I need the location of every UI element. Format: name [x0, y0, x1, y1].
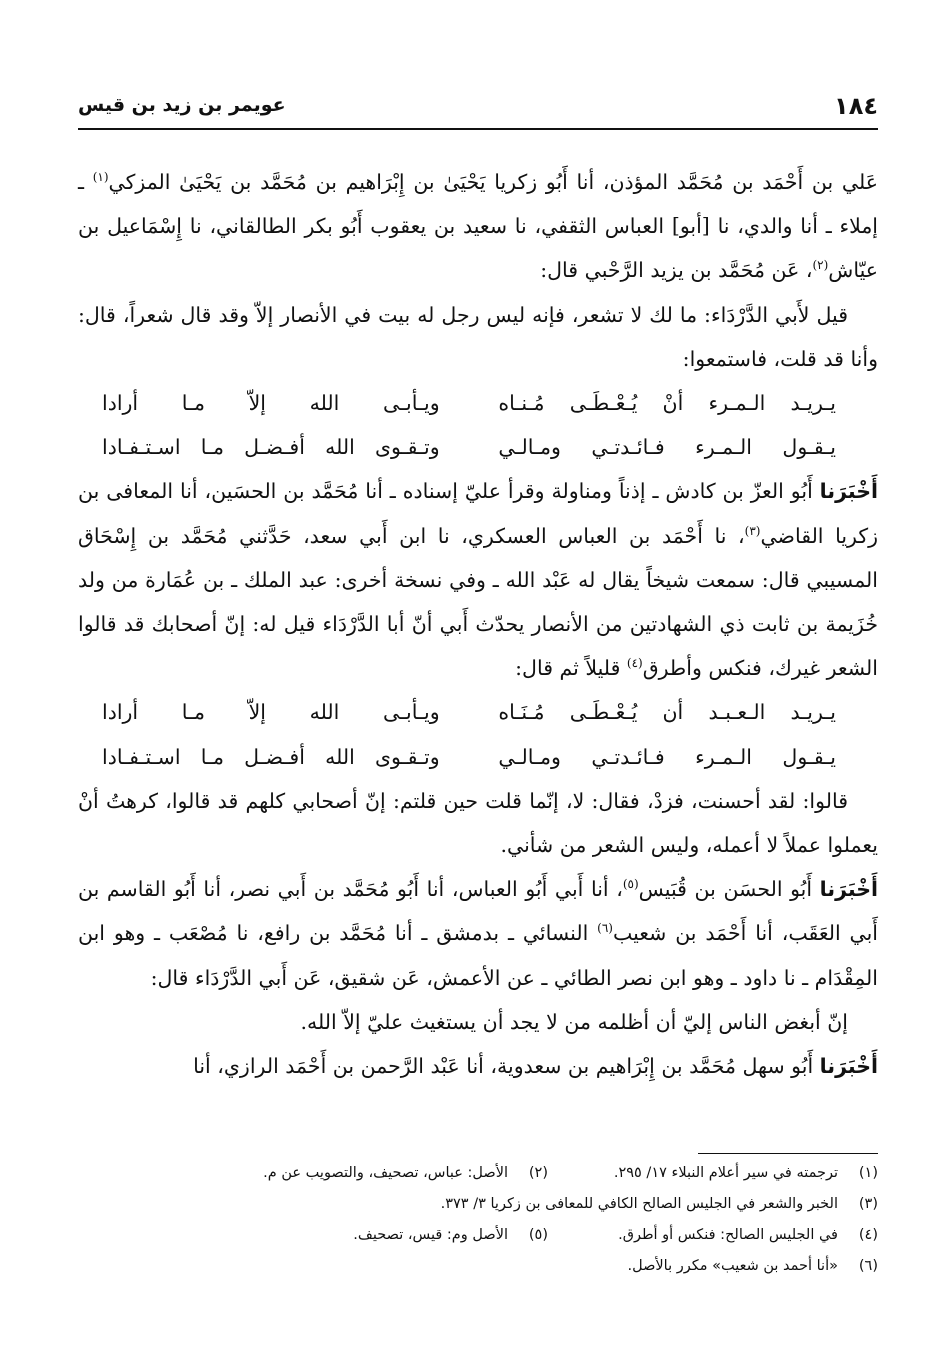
akhbarana-keyword: أَخْبَرَنا [819, 479, 878, 504]
text-run: ، نا أَحْمَد بن العباس العسكري، نا ابن أَبي سعد، حَدَّثني مُحَمَّد بن إِسْحَاق المسيبي قال: سمعت شيخاً يقال له عَبْد الله ـ وفي نسخة أخرى: عبد الملك ـ بن عُمَارة من ولد خُزَيمة بن ثابت ذي الشهادتين من الأنصار يحدّث أَبي أنّ أبا الدَّرْدَاء قيل له: إنّ أصحابك قد قالوا الشعر غيرك، فنكس وأطرق [78, 523, 878, 681]
text-run: عَلي بن أَحْمَد بن مُحَمَّد المؤذن، أنا أَبُو زكريا يَحْيَىٰ بن إِبْرَاهيم بن مُحَمَّد بن يَحْيَىٰ المزكي [108, 170, 878, 194]
footnote-number: (٦) [858, 1258, 878, 1274]
footnote-5 [353, 1220, 548, 1251]
poem-2 [102, 690, 836, 778]
akhbarana-keyword: أَخْبَرَنا [819, 877, 878, 902]
footnote-ref: (٣) [744, 523, 761, 538]
footnote-text: الأصل وم: قيس، تصحيف. [353, 1227, 508, 1243]
footnote-3 [441, 1189, 878, 1220]
text-run: قليلاً ثم قال: [515, 656, 627, 681]
akhbarana-keyword: أَخْبَرَنا [819, 1054, 878, 1079]
hemistich-first: يـريـد الـعـبـد أن يُـعْـطَـى مُـنَـاه [498, 700, 836, 725]
footnote-text: ترجمته في سير أعلام النبلاء ١٧/ ٢٩٥. [613, 1165, 838, 1181]
running-title: عويمر بن زيد بن قيس [78, 94, 286, 116]
paragraph-7 [78, 1044, 878, 1088]
footnote-1 [548, 1158, 878, 1189]
paragraph-3 [78, 469, 878, 690]
footnote-4 [548, 1220, 878, 1251]
footnote-row [78, 1220, 878, 1251]
footnote-number: (٥) [528, 1227, 548, 1243]
verse [102, 735, 836, 779]
hemistich-second: وتـقـوى الله أفـضـل مـا اسـتـفـادا [102, 744, 440, 769]
main-text [78, 160, 878, 1088]
footnote-number: (٤) [858, 1227, 878, 1243]
footnote-number: (٢) [528, 1165, 548, 1181]
hemistich-second: ويـأبـى الله إلاّ مـا أرادا [102, 700, 440, 725]
text-run: أَبُو العزّ بن كادش ـ إذناً ومناولة وقرأ عليّ إسناده ـ أنا مُحَمَّد بن الحسَين، أنا المعافى بن زكريا القاضي [78, 479, 878, 548]
footnote-6 [628, 1251, 879, 1282]
page-header [78, 88, 878, 130]
text-run: النسائي ـ بدمشق ـ أنا مُحَمَّد بن رافع، نا مُصْعَب ـ وهو ابن المِقْدَام ـ نا داود ـ وهو ابن نصر الطائي ـ عن الأعمش، عَن شقيق، عَن أَبي الدَّرْدَاء قال: [78, 921, 878, 990]
footnote-number: (٣) [858, 1196, 878, 1212]
text-run: ، عَن مُحَمَّد بن يزيد الرَّحْبي قال: [540, 258, 813, 283]
hemistich-first: يـقـول الـمـرء فـائـدتـي ومـالـي [498, 744, 836, 769]
footnote-ref: (٥) [622, 877, 639, 892]
text-run: أَبُو سهل مُحَمَّد بن إِبْرَاهيم بن سعدوية، أنا عَبْد الرَّحمن بن أَحْمَد الرازي، أنا [193, 1054, 820, 1079]
paragraph-6: إنّ أبغض الناس إليّ أن أظلمه من لا يجد أن يستغيث عليّ إلاّ الله. [300, 1009, 848, 1034]
footnote-row [78, 1251, 878, 1282]
page-number: ١٨٤ [834, 92, 878, 120]
footnote-ref: (٢) [812, 258, 829, 273]
footnotes [78, 1158, 878, 1282]
hemistich-first: يـريـد الـمـرء أنْ يُـعْـطَـى مُـنـاه [498, 391, 836, 416]
footnote-text: في الجليس الصالح: فنكس أو أطرق. [618, 1227, 838, 1243]
paragraph-5 [78, 867, 878, 1000]
paragraph-4: قالوا: لقد أحسنت، فزدْ، فقال: لا، إنّما قلت حين قلتم: إنّ أصحابي كلهم قد قالوا، كرهتُ أنْ يعملوا عملاً لا أعمله، وليس الشعر من شأني. [78, 788, 878, 858]
hemistich-first: يـقـول الـمـرء فـائـدتـي ومـالـي [498, 435, 836, 460]
footnote-2 [263, 1158, 548, 1189]
verse [102, 690, 836, 734]
text-run: ـ إملاء ـ أنا والدي، نا [أبو] العباس الثقفي، نا سعيد بن يعقوب أَبُو بكر الطالقاني، نا إِسْمَاعيل بن عيّاش [78, 170, 878, 283]
footnote-ref: (١) [92, 170, 109, 185]
footnote-text: الخبر والشعر في الجليس الصالح الكافي للمعافى بن زكريا ٣/ ٣٧٣. [440, 1196, 838, 1212]
paragraph-1 [78, 160, 878, 293]
footnote-divider [698, 1153, 878, 1154]
footnote-text: الأصل: عباس، تصحيف، والتصويب عن م. [263, 1165, 508, 1181]
poem-1 [102, 381, 836, 469]
footnote-row [78, 1189, 878, 1220]
paragraph-2: قيل لأَبي الدَّرْدَاء: ما لك لا تشعر، فإنه ليس رجل له بيت في الأنصار إلاّ وقد قال شعراً، قال: وأنا قد قلت، فاستمعوا: [78, 302, 878, 371]
footnote-text: «أنا أحمد بن شعيب» مكرر بالأصل. [627, 1258, 838, 1274]
verse [102, 425, 836, 469]
verse [102, 381, 836, 425]
footnote-number: (١) [858, 1165, 878, 1181]
footnote-ref: (٤) [626, 656, 643, 671]
hemistich-second: ويـأبـى الله إلاّ مـا أرادا [102, 391, 440, 416]
footnote-row [78, 1158, 878, 1189]
footnote-ref: (٦) [597, 921, 613, 936]
hemistich-second: وتـقـوى الله أفـضـل مـا اسـتـفـادا [102, 435, 440, 460]
text-run: ، أنا أَبي أَبُو العباس، أنا أَبُو مُحَمَّد بن أَبي نصر، أنا أَبُو القاسم بن أَبي العَقَب، أنا أَحْمَد بن شعيب [78, 877, 878, 946]
text-run: أَبُو الحسَن بن قُبَيس [638, 877, 820, 902]
